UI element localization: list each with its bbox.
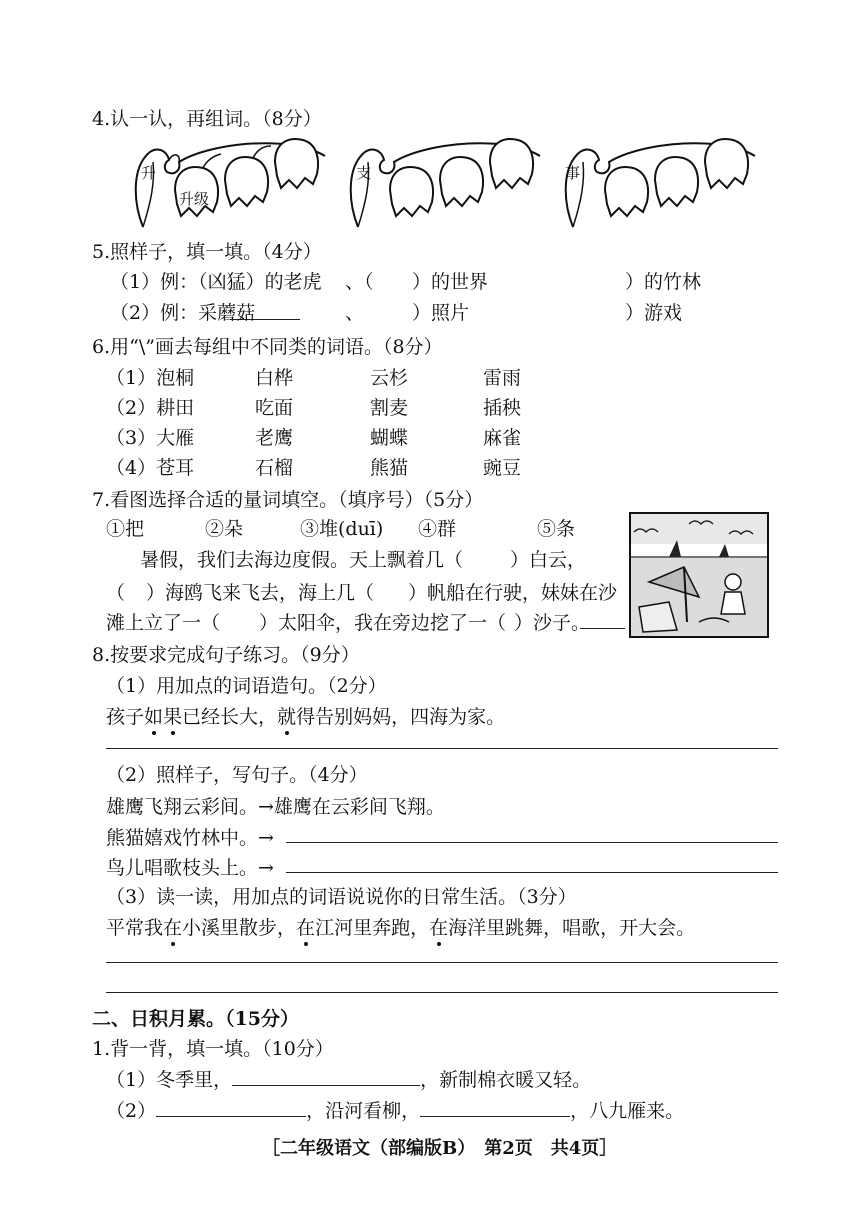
q6-row2-w2: 吃面 [255, 397, 294, 419]
q5-row1-item4: ）的竹林 [625, 271, 702, 293]
q6-row1-w4: 雷雨 [483, 367, 522, 389]
q5-row1-item3: ）的世界 [412, 271, 489, 293]
q6-row2-w4: 插秧 [483, 397, 522, 419]
q5-title: 5.照样子，填一填。（4分） [92, 241, 322, 263]
q7-line2-a: （ [106, 582, 126, 604]
q7-line2-b: ）海鸥飞来飞去，海上几（ [146, 582, 375, 604]
s2-q1-blank1[interactable] [232, 1067, 420, 1086]
s2-q1-title: 1.背一背，填一填。（10分） [92, 1038, 334, 1060]
q7-line1-b: ）白云， [510, 549, 587, 571]
q7-line3-c: ）沙子。 [514, 612, 591, 634]
q6-row3-w3: 蝴蝶 [370, 427, 409, 449]
q8-p2-title: （2）照样子，写句子。（4分） [106, 764, 368, 786]
q8-p2-example: 雄鹰飞翔云彩间。→雄鹰在云彩间飞翔。 [106, 796, 445, 818]
q7-option-5: ⑤条 [537, 518, 576, 540]
flower-group-1 [136, 139, 325, 227]
q7-line3-b: ）太阳伞，我在旁边挖了一（ [259, 612, 507, 634]
q8-p1-dot3: 就 [277, 702, 296, 729]
flower-example-word: 升级 [179, 190, 210, 208]
q8-p3-s-d: 海洋里跳舞，唱歌，开大会。 [448, 917, 696, 939]
q8-p2-q2: 鸟儿唱歌枝头上。→ [106, 857, 274, 879]
q8-p1-answer-line[interactable] [106, 748, 778, 749]
q8-p3-answer-line-1[interactable] [106, 962, 778, 963]
q8-p3-s-a: 平常我 [106, 917, 164, 939]
s2-q1-blank3[interactable] [420, 1098, 570, 1117]
q6-row1-w1: （1）泡桐 [106, 367, 195, 389]
q6-row4-w2: 石榴 [255, 457, 294, 479]
q8-p2-q2-answer[interactable] [286, 872, 778, 873]
q8-p1-dot2: 果 [163, 702, 182, 729]
q5-row1-item2: 、（ [345, 271, 374, 293]
q8-p1-s-a: 孩子 [106, 706, 145, 728]
q6-row2-w3: 割麦 [370, 397, 409, 419]
q8-p3-title: （3）读一读，用加点的词语说说你的日常生活。（3分） [106, 886, 577, 908]
section2-title: 二、日积月累。（15分） [92, 1008, 299, 1030]
s2-q1-l1-b: ，新制棉衣暖又轻。 [420, 1069, 592, 1091]
beach-illustration [629, 512, 769, 638]
q8-p3-dot3: 在 [429, 913, 448, 940]
q8-p2-q1-answer[interactable] [286, 842, 778, 843]
q5-row2-label: （2）例：采蘑菇 [110, 302, 256, 324]
q6-title: 6.用“\”画去每组中不同类的词语。（8分） [92, 336, 443, 358]
q6-row4-w4: 豌豆 [483, 457, 522, 479]
q6-row4-w3: 熊猫 [370, 457, 409, 479]
q8-p1-dot1: 如 [144, 702, 163, 729]
q5-row2-item2: 、 [345, 302, 365, 324]
q5-row2-item4: ）游戏 [625, 302, 683, 324]
page-footer: ［二年级语文（部编版B） 第2页 共4页］ [262, 1138, 618, 1159]
q8-p3-s-b: 小溪里散步， [182, 917, 297, 939]
q8-p3-dot2: 在 [296, 913, 315, 940]
q7-option-4: ④群 [418, 518, 457, 540]
q7-line3-tail [580, 628, 625, 629]
q6-row2-w1: （2）耕田 [106, 397, 195, 419]
q8-p1-sentence [106, 702, 505, 729]
q6-row1-w2: 白桦 [255, 367, 294, 389]
q7-title: 7.看图选择合适的量词填空。（填序号）（5分） [92, 489, 484, 511]
flower-diagrams [125, 132, 775, 232]
q8-p1-s-c: 得告别妈妈，四海为家。 [296, 706, 506, 728]
flower-group-3 [565, 139, 755, 227]
q7-option-2: ②朵 [205, 518, 244, 540]
s2-q1-l2-a: （2） [106, 1100, 157, 1122]
q8-p3-answer-line-2[interactable] [106, 992, 778, 993]
q7-line3-a: 滩上立了一（ [106, 612, 221, 634]
q7-option-3: ③堆(duī) [300, 518, 384, 540]
flower-char-3: 事 [565, 164, 581, 182]
q7-line2-c: ）帆船在行驶，妹妹在沙 [408, 582, 618, 604]
q6-row1-w3: 云杉 [370, 367, 409, 389]
q8-p1-title: （1）用加点的词语造句。（2分） [106, 675, 387, 697]
q4-title: 4.认一认，再组词。（8分） [92, 108, 322, 130]
q8-p1-s-b: 已经长大， [182, 706, 278, 728]
q5-row2-item3: ）照片 [412, 302, 470, 324]
flower-char-2: 支 [356, 164, 372, 182]
q6-row3-w2: 老鹰 [255, 427, 294, 449]
q8-p3-s-c: 江河里奔跑， [315, 917, 430, 939]
q8-p2-q1: 熊猫嬉戏竹林中。→ [106, 827, 274, 849]
q8-p3-dot1: 在 [163, 913, 182, 940]
q5-row2-blank[interactable] [230, 319, 300, 320]
q6-row4-w1: （4）苍耳 [106, 457, 195, 479]
s2-q1-blank2[interactable] [156, 1098, 306, 1117]
q7-line1-a: 暑假，我们去海边度假。天上飘着几（ [140, 549, 464, 571]
q5-row1-label: （1）例：（凶猛）的老虎 [110, 271, 322, 293]
s2-q1-l2-c: ，八九雁来。 [570, 1100, 685, 1122]
s2-q1-line1 [106, 1065, 591, 1092]
flower-char-1: 升 [141, 164, 157, 182]
s2-q1-l2-b: ，沿河看柳， [306, 1100, 421, 1122]
q7-option-1: ①把 [106, 518, 145, 540]
s2-q1-line2 [106, 1096, 684, 1123]
q8-p3-sentence [106, 913, 695, 940]
q8-title: 8.按要求完成句子练习。（9分） [92, 644, 360, 666]
flower-group-2 [351, 139, 540, 227]
s2-q1-l1-a: （1）冬季里， [106, 1069, 233, 1091]
q6-row3-w1: （3）大雁 [106, 427, 195, 449]
q6-row3-w4: 麻雀 [483, 427, 522, 449]
